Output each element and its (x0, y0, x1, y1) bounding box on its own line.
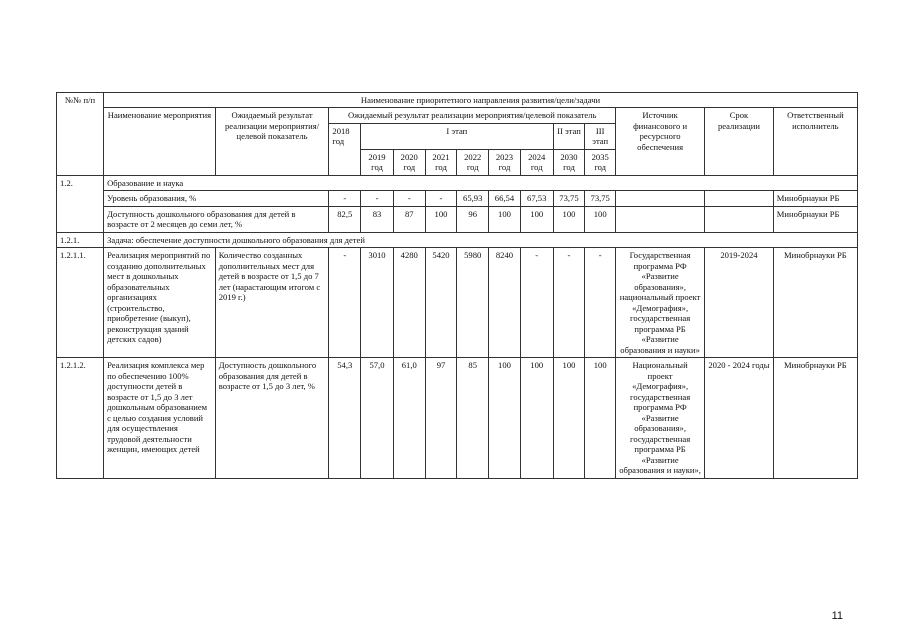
item-value: 4280 (393, 248, 425, 358)
indicator-value: 100 (520, 206, 553, 232)
indicator-deadline (705, 206, 774, 232)
indicator-value: - (329, 191, 361, 206)
item-value: 100 (489, 358, 521, 478)
item-value: 5980 (457, 248, 489, 358)
header-deadline: Срок реализации (705, 108, 774, 175)
item-result: Доступность дошкольного образования для детей в возрасте от 1,5 до 3 лет, % (215, 358, 329, 478)
indicator-source (616, 206, 705, 232)
item-value: 54,3 (329, 358, 361, 478)
item-value: 97 (425, 358, 457, 478)
header-year: 2023 год (489, 149, 521, 175)
item-deadline: 2019-2024 (705, 248, 774, 358)
indicator-value: 100 (489, 206, 521, 232)
item-name: Реализация комплекса мер по обеспечению 100% доступности детей в возрасте от 1,5 до 3 лет дошкольным образованием с целью создания условий для осуществления трудовой деятельности женщин, имеющих детей (104, 358, 216, 478)
indicator-row (57, 191, 858, 206)
item-result: Количество созданных дополнительных мест для детей в возрасте от 1,5 до 7 лет (нарастающим итогом с 2019 г.) (215, 248, 329, 358)
item-value: 57,0 (361, 358, 394, 478)
indicator-value: 73,75 (585, 191, 616, 206)
item-deadline: 2020 - 2024 годы (705, 358, 774, 478)
indicator-value: - (361, 191, 394, 206)
header-num: №№ п/п (57, 93, 104, 176)
item-value: - (585, 248, 616, 358)
item-value: - (329, 248, 361, 358)
plan-table (56, 92, 858, 479)
indicator-value: - (425, 191, 457, 206)
item-value: 85 (457, 358, 489, 478)
indicator-value: 83 (361, 206, 394, 232)
item-row (57, 248, 858, 358)
indicator-value: 67,53 (520, 191, 553, 206)
indicator-value: 87 (393, 206, 425, 232)
indicator-value: - (393, 191, 425, 206)
header-year: 2020 год (393, 149, 425, 175)
task-row (57, 232, 858, 247)
header-row-1 (57, 93, 858, 108)
item-responsible: Минобрнауки РБ (773, 358, 857, 478)
header-expected-result: Ожидаемый результат реализации мероприятия/целевой показатель (215, 108, 329, 175)
indicator-label: Уровень образования, % (104, 191, 329, 206)
item-value: 100 (585, 358, 616, 478)
header-year: 2022 год (457, 149, 489, 175)
item-row (57, 358, 858, 478)
indicator-source (616, 191, 705, 206)
indicator-value: 100 (585, 206, 616, 232)
header-responsible: Ответственный исполнитель (773, 108, 857, 175)
header-year: 2030 год (553, 149, 585, 175)
item-source: Национальный проект «Демография», государственная программа РФ «Развитие образования», государственная программа РБ «Развитие образования и науки», (616, 358, 705, 478)
indicator-value: 73,75 (553, 191, 585, 206)
indicator-value: 82,5 (329, 206, 361, 232)
header-indicator-group: Ожидаемый результат реализации мероприятия/целевой показатель (329, 108, 616, 123)
item-responsible: Минобрнауки РБ (773, 248, 857, 358)
indicator-value: 96 (457, 206, 489, 232)
item-value: 8240 (489, 248, 521, 358)
indicator-deadline (705, 191, 774, 206)
section-num: 1.2. (57, 175, 104, 232)
header-year-2018: 2018 год (329, 123, 361, 175)
header-year: 2021 год (425, 149, 457, 175)
header-funding-source: Источник финансового и ресурсного обеспечения (616, 108, 705, 175)
section-row (57, 175, 858, 190)
item-value: 100 (520, 358, 553, 478)
section-title: Образование и наука (104, 175, 858, 190)
header-stage-2: II этап (553, 123, 585, 149)
item-name: Реализация мероприятий по созданию дополнительных мест в дошкольных образовательных организациях (строительство, приобретение (выкуп), реконструкция зданий детских садов) (104, 248, 216, 358)
header-main-title: Наименование приоритетного направления развития/цели/задачи (104, 93, 858, 108)
indicator-label: Доступность дошкольного образования для детей в возрасте от 2 месяцев до семи лет, % (104, 206, 329, 232)
task-num: 1.2.1. (57, 232, 104, 247)
item-value: 5420 (425, 248, 457, 358)
header-row-2 (57, 108, 858, 123)
indicator-row (57, 206, 858, 232)
indicator-responsible: Минобрнауки РБ (773, 206, 857, 232)
task-title: Задача: обеспечение доступности дошкольного образования для детей (104, 232, 858, 247)
header-year: 2024 год (520, 149, 553, 175)
header-stage-3: III этап (585, 123, 616, 149)
item-num: 1.2.1.1. (57, 248, 104, 358)
item-value: 3010 (361, 248, 394, 358)
header-stage-1: I этап (361, 123, 553, 149)
item-num: 1.2.1.2. (57, 358, 104, 478)
indicator-value: 100 (553, 206, 585, 232)
item-value: - (520, 248, 553, 358)
item-value: 100 (553, 358, 585, 478)
item-value: 61,0 (393, 358, 425, 478)
item-source: Государственная программа РФ «Развитие образования», национальный проект «Демография», государственная программа РБ «Развитие образования и науки» (616, 248, 705, 358)
indicator-value: 66,54 (489, 191, 521, 206)
indicator-responsible: Минобрнауки РБ (773, 191, 857, 206)
header-event-name: Наименование мероприятия (104, 108, 216, 175)
item-value: - (553, 248, 585, 358)
page-number: 11 (831, 610, 843, 622)
indicator-value: 100 (425, 206, 457, 232)
header-year: 2019 год (361, 149, 394, 175)
indicator-value: 65,93 (457, 191, 489, 206)
header-year: 2035 год (585, 149, 616, 175)
